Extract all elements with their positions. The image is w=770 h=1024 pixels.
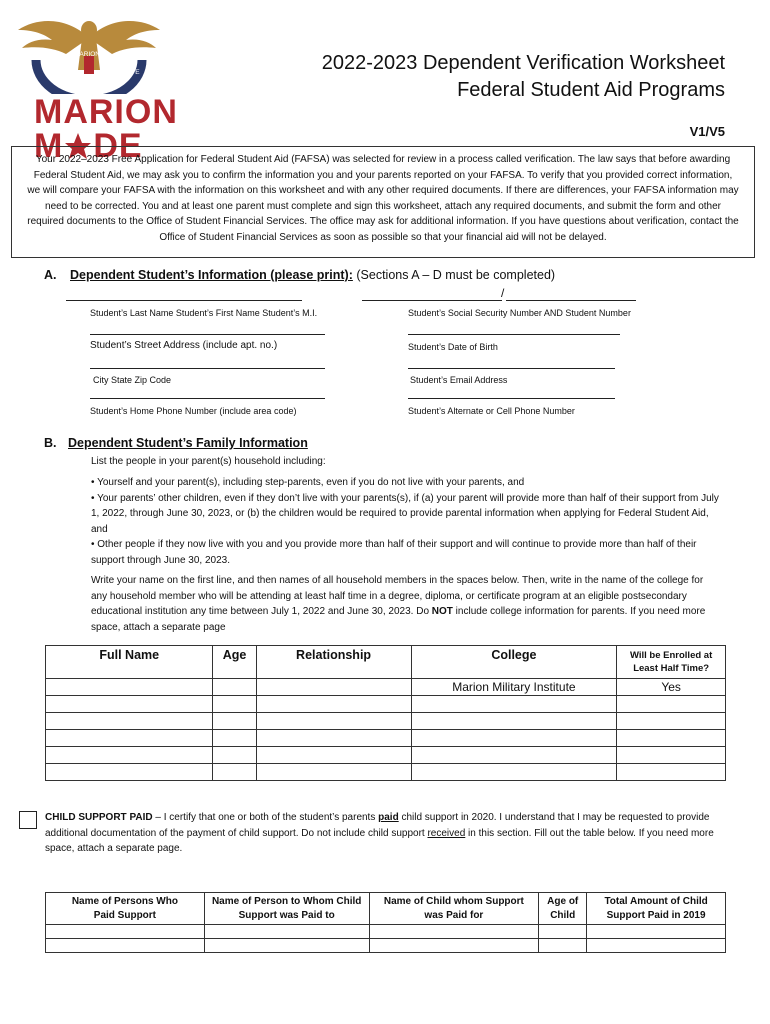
table-row (46, 764, 726, 781)
bullet-item: • Yourself and your parent(s), including step-parents, even if you do not live with your parents, and (91, 477, 525, 488)
email-input[interactable] (408, 368, 615, 369)
cell-input[interactable] (213, 764, 256, 781)
cell-input[interactable] (256, 764, 411, 781)
cell-input[interactable] (204, 925, 369, 939)
student-name-label: Student’s Last Name Student’s First Name Student’s M.I. (90, 308, 318, 318)
table-row (46, 696, 726, 713)
col-child-age: Age of Child (539, 893, 587, 925)
eagle-emblem-icon (14, 8, 164, 94)
cell-input[interactable] (617, 747, 726, 764)
cell-input[interactable] (411, 696, 617, 713)
ssn-input[interactable] (362, 300, 502, 301)
cell-input[interactable] (46, 713, 213, 730)
table-row (46, 713, 726, 730)
cell-input[interactable] (46, 925, 205, 939)
street-address-input[interactable] (90, 334, 325, 335)
col-payer-names: Name of Persons Who Paid Support (46, 893, 205, 925)
version-label: V1/V5 (689, 124, 725, 139)
cell-input[interactable] (46, 747, 213, 764)
cell-input[interactable] (46, 730, 213, 747)
cell-input[interactable] (46, 679, 213, 696)
section-b-letter: B. (44, 436, 57, 450)
logo-arc-top: MARION (74, 51, 100, 58)
section-b-bullets (91, 475, 721, 568)
cell-input[interactable] (46, 696, 213, 713)
cell-input[interactable] (213, 713, 256, 730)
section-b-title: Dependent Student’s Family Information (68, 436, 308, 450)
table-header-row (46, 893, 726, 925)
logo-letters-de: DE (93, 127, 143, 165)
section-a-subtitle: (Sections A – D must be completed) (352, 268, 556, 282)
cell-input[interactable] (256, 730, 411, 747)
col-full-name: Full Name (46, 646, 213, 679)
child-support-label: CHILD SUPPORT PAID (45, 812, 153, 823)
logo-arc-left: MILITARY (47, 69, 77, 76)
cell-input[interactable] (617, 696, 726, 713)
cell-input[interactable] (587, 925, 726, 939)
student-name-input[interactable] (66, 300, 302, 301)
street-address-label: Student’s Street Address (include apt. no.) (90, 340, 278, 351)
col-college: College (411, 646, 617, 679)
date-of-birth-input[interactable] (408, 334, 620, 335)
cell-input[interactable] (587, 939, 726, 953)
ssn-separator: / (501, 286, 505, 300)
city-state-zip-label: City State Zip Code (93, 375, 172, 385)
section-a-letter: A. (44, 268, 57, 282)
marion-made-logo (14, 8, 178, 165)
cell-input[interactable] (539, 925, 587, 939)
verification-notice: Your 2022–2023 Free Application for Federal Student Aid (FAFSA) was selected for review in a process called verification. The law says that before awarding Federal Student Aid, we may ask you to confirm the information you and your parents reported on your FAFSA. To verify that you provided correct information, we will compare your FAFSA with the information on this worksheet and with any other required documents. If there are differences, your FAFSA information may need to be corrected. You and at least one parent must complete and sign this worksheet, attach any required documents, and submit the form and other required documents to the Office of Student Financial Services. The office may ask for additional information. If you have questions about verification, contact the Office of Student Financial Services as soon as possible so that your financial aid will not be delayed. (11, 146, 755, 258)
logo-word-marion: MARION (34, 93, 178, 131)
logo-letter-m: M (34, 127, 64, 165)
col-age: Age (213, 646, 256, 679)
cell-input[interactable] (213, 696, 256, 713)
table-row (46, 747, 726, 764)
cell-input[interactable] (617, 713, 726, 730)
col-recipient-name: Name of Person to Whom Child Support was Paid to (204, 893, 369, 925)
cell-input[interactable] (369, 939, 539, 953)
col-enrolled-half-time: Will be Enrolled at Least Half Time? (617, 646, 726, 679)
cell-input[interactable] (204, 939, 369, 953)
home-phone-input[interactable] (90, 398, 325, 399)
household-members-table (45, 645, 726, 781)
cell-input[interactable] (213, 679, 256, 696)
col-total-amount: Total Amount of Child Support Paid in 2019 (587, 893, 726, 925)
cell-input[interactable] (369, 925, 539, 939)
date-of-birth-label: Student’s Date of Birth (408, 342, 498, 352)
page-title: 2022-2023 Dependent Verification Worksheet (321, 52, 725, 74)
child-support-checkbox[interactable] (19, 811, 37, 829)
cell-input[interactable] (411, 747, 617, 764)
cell-input[interactable] (46, 939, 205, 953)
cell-input[interactable] (256, 747, 411, 764)
section-a-title: Dependent Student’s Information (please print): (70, 268, 353, 282)
col-child-name: Name of Child whom Support was Paid for (369, 893, 539, 925)
child-support-table (45, 892, 726, 953)
bullet-item: • Other people if they now live with you and you provide more than half of their support and will continue to provide more than half of their support through June 30, 2023. (91, 539, 697, 566)
cell-input[interactable] (256, 679, 411, 696)
email-label: Student’s Email Address (410, 375, 508, 385)
cell-input[interactable] (411, 713, 617, 730)
cell-input[interactable] (617, 764, 726, 781)
cell-input[interactable]: Marion Military Institute (411, 679, 617, 696)
cell-input[interactable] (256, 713, 411, 730)
cell-input[interactable] (617, 730, 726, 747)
cell-input[interactable] (539, 939, 587, 953)
cell-input[interactable] (213, 730, 256, 747)
child-support-statement: CHILD SUPPORT PAID – I certify that one or both of the student’s parents paid child support in 2020. I understand that I may be requested to provide additional documentation of the payment of child support. Do not include child support received in this section. Fill out the table below. If you need more space, attach a separate page. (45, 812, 714, 854)
col-relationship: Relationship (256, 646, 411, 679)
table-row (46, 730, 726, 747)
cell-input[interactable]: Yes (617, 679, 726, 696)
alt-phone-label: Student’s Alternate or Cell Phone Number (408, 406, 575, 416)
section-a-heading (70, 268, 555, 282)
table-header-row (46, 646, 726, 679)
home-phone-label: Student’s Home Phone Number (include area code) (90, 406, 297, 416)
student-number-input[interactable] (506, 300, 636, 301)
city-state-zip-input[interactable] (90, 368, 325, 369)
cell-input[interactable] (256, 696, 411, 713)
cell-input[interactable] (411, 730, 617, 747)
cell-input[interactable] (46, 764, 213, 781)
cell-input[interactable] (213, 747, 256, 764)
section-b-instructions: Write your name on the first line, and then names of all household members in the spaces below. Then, write in the name of the college for any household member who will be attending at least half time in a degree, diploma, or certificate program at an eligible postsecondary educational institution any time between July 1, 2022 and June 30, 2023. Do NOT include college information for parents. If you need more space, attach a separate page (91, 575, 706, 633)
ssn-label: Student’s Social Security Number AND Student Number (408, 308, 631, 318)
table-row (46, 939, 726, 953)
logo-arc-right: INSTITUTE (106, 69, 140, 76)
section-b-intro: List the people in your parent(s) household including: (91, 456, 326, 467)
page-subtitle: Federal Student Aid Programs (457, 79, 725, 101)
table-row (46, 925, 726, 939)
bullet-item: • Your parents’ other children, even if they don’t live with your parents(s), if (a) your parent will provide more than half of their support from July 1, 2022, through June 30, 2023, or (b) the children would be required to provide parental information when applying for Federal Student Aid, and (91, 492, 719, 535)
alt-phone-input[interactable] (408, 398, 615, 399)
cell-input[interactable] (411, 764, 617, 781)
table-row (46, 679, 726, 696)
